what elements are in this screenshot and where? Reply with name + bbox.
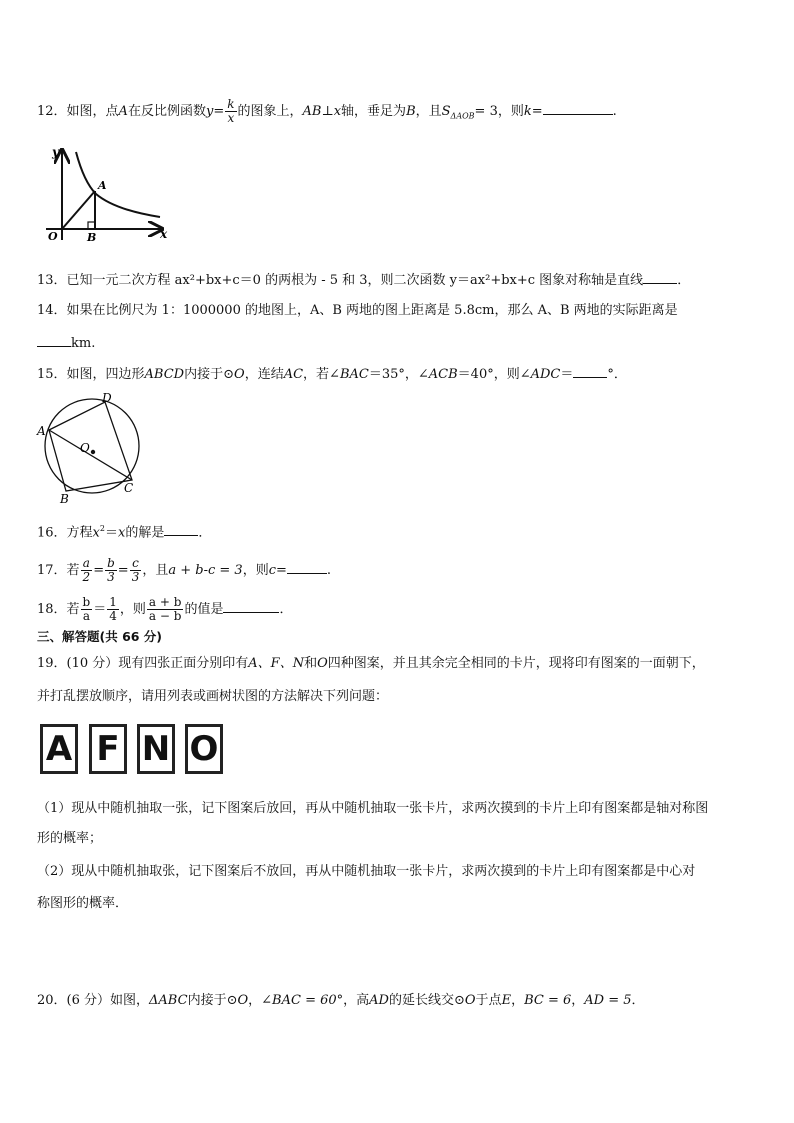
- q20-o2: O: [464, 993, 476, 1008]
- q12-xaxis: x: [333, 104, 342, 119]
- q12-text-1: 在反比例函数: [127, 104, 206, 119]
- q18-frac-ba-den: a: [82, 609, 90, 623]
- q17-expr: a + b-c = 3: [168, 563, 243, 578]
- q18-frac-expr-num: a + b: [148, 595, 182, 609]
- question-20: [37, 992, 645, 1010]
- q17-answer-blank: [287, 561, 327, 574]
- q17-frac-b-den: 3: [107, 570, 115, 584]
- q18-frac-quarter: [107, 596, 119, 623]
- fig12-hyperbola: [76, 152, 160, 217]
- q18-frac-quarter-num: 1: [109, 595, 117, 609]
- q12-prefix: 12．如图，点: [37, 104, 119, 119]
- q17-frac-a-num: a: [81, 557, 93, 571]
- q15-ac: AC: [283, 367, 304, 382]
- q18-p3: 的值是: [184, 602, 224, 617]
- question-19-sub1-line-1: （1）现从中随机抽取一张，记下图案后放回，再从中随机抽取一张卡片，求两次摸到的卡片上印有图案都是轴对称图: [37, 801, 709, 816]
- q17-end: .: [326, 563, 332, 578]
- q12-eq: =: [213, 104, 225, 119]
- q18-p2: ，则: [119, 602, 146, 617]
- q19-letters: A、F、N: [248, 656, 305, 671]
- q19-o: O: [317, 656, 328, 671]
- q16-answer-blank: [164, 523, 198, 536]
- q15-bac: BAC: [339, 367, 369, 382]
- question-15: [37, 365, 627, 384]
- q20-p2: 内接于⊙: [187, 993, 238, 1008]
- fig15-label-o: O: [80, 441, 90, 455]
- q19-line1b: 和: [304, 656, 318, 671]
- question-19-sub1-line-2: 形的概率；: [37, 831, 103, 846]
- q20-ad2: AD = 5: [584, 993, 632, 1008]
- q17-frac-b-num: b: [107, 556, 115, 570]
- q15-acb: ACB: [428, 367, 458, 382]
- question-19-line-2: 并打乱摆放顺序，请用列表或画树状图的方法解决下列问题：: [37, 689, 389, 704]
- q15-abcd: ABCD: [144, 367, 185, 382]
- fig12-label-a: A: [98, 179, 107, 192]
- q17-eq-2: =: [117, 563, 129, 578]
- q18-frac-ba: [81, 596, 93, 623]
- q18-frac-expr: [147, 596, 184, 623]
- q20-p1: 20．(6 分）如图，: [37, 993, 150, 1008]
- fig15-center-dot: [91, 450, 95, 454]
- q13-answer-blank: [643, 271, 677, 284]
- q15-adc: ADC: [530, 367, 561, 382]
- q20-e: E: [501, 993, 512, 1008]
- q15-p6: ＝40°，则∠: [457, 367, 531, 382]
- q16-x2: x: [118, 525, 126, 541]
- q12-frac-den: x: [227, 111, 235, 125]
- q15-end: °．: [607, 367, 627, 382]
- q12-text-5: ，则: [497, 104, 524, 119]
- fig15-label-a: A: [37, 424, 46, 438]
- q20-end: ．: [631, 993, 645, 1008]
- q15-p3: ，连结: [244, 367, 284, 382]
- q12-frac-num: k: [227, 97, 235, 111]
- question-14-cont: [37, 334, 95, 353]
- q20-p5: 的延长线交⊙: [388, 993, 465, 1008]
- q16-p3: 的解是: [125, 525, 165, 541]
- q13-end: ．: [677, 273, 691, 288]
- q17-p3: ，则: [242, 563, 269, 578]
- q15-p1: 15．如图，四边形: [37, 367, 145, 382]
- question-18: [37, 596, 292, 623]
- section-3-heading: 三、解答题(共 66 分): [37, 629, 163, 644]
- figure-15-circle: [36, 390, 146, 505]
- question-16: [37, 520, 211, 542]
- q12-perp: ⊥: [321, 104, 334, 119]
- q12-text-6: =: [531, 104, 543, 119]
- q17-frac-c-den: 3: [131, 570, 140, 584]
- q12-text-4: ，且: [415, 104, 442, 119]
- q15-p5: ＝35°，∠: [368, 367, 429, 382]
- q17-frac-b: [105, 557, 117, 584]
- fig15-circle: [45, 399, 139, 493]
- fig12-label-y: y: [52, 145, 59, 159]
- q20-ad: AD: [369, 993, 389, 1008]
- q15-p2: 内接于⊙: [184, 367, 235, 382]
- question-12: [37, 98, 617, 126]
- question-14: [37, 302, 678, 320]
- card-o: O: [185, 724, 223, 774]
- q17-c: c: [268, 563, 276, 578]
- q14-answer-blank: [37, 334, 71, 347]
- q18-frac-ba-num: b: [82, 595, 91, 609]
- q20-p6: 于点: [475, 993, 502, 1008]
- q20-abc: ΔABC: [149, 993, 188, 1008]
- q17-frac-c-num: c: [130, 557, 142, 571]
- q19-line1a: 19．(10 分）现有四张正面分别印有: [37, 656, 249, 671]
- fig15-label-b: B: [60, 492, 69, 505]
- q17-eq-1: =: [93, 563, 105, 578]
- q16-p2: ＝: [104, 525, 118, 541]
- q12-point-a: A: [118, 104, 128, 119]
- fig12-label-b: B: [87, 231, 97, 244]
- q12-fraction: [225, 98, 236, 125]
- q20-o: O: [237, 993, 249, 1008]
- figure-12-graph: [40, 142, 175, 247]
- question-19-sub2-line-1: （2）现从中随机抽取张，记下图案后不放回，再从中随机抽取一张卡片，求两次摸到的卡片上印有图案都是中心对: [37, 864, 696, 879]
- q18-frac-quarter-den: 4: [109, 609, 117, 623]
- fig12-label-o: O: [48, 230, 58, 243]
- q16-p1: 16．方程: [37, 525, 93, 541]
- q18-frac-expr-den: a − b: [148, 609, 182, 623]
- q12-s: S: [441, 104, 451, 119]
- q18-eq: ＝: [93, 602, 107, 617]
- fig15-label-d: D: [102, 391, 112, 405]
- q12-ab: AB: [302, 104, 322, 119]
- q18-p1: 18．若: [37, 602, 80, 617]
- q17-p4: =: [275, 563, 287, 578]
- q15-p4: ，若∠: [303, 367, 340, 382]
- q12-k: k: [523, 104, 532, 119]
- q15-p7: ＝: [560, 367, 574, 382]
- q17-frac-a: [81, 557, 93, 584]
- q20-p7: ，: [511, 993, 525, 1008]
- q14-unit: km.: [71, 336, 96, 351]
- q15-answer-blank: [573, 365, 607, 378]
- q20-p4: ，高: [343, 993, 370, 1008]
- question-13: [37, 271, 690, 290]
- q16-sup: 2: [99, 524, 105, 533]
- q19-line1c: 四种图案，并且其余完全相同的卡片，现将印有图案的一面朝下，: [327, 656, 705, 671]
- q13-text: 13．已知一元二次方程 ax²+bx+c＝0 的两根为 - 5 和 3，则二次函数 y＝ax²+bx+c 图象对称轴是直线: [37, 273, 644, 288]
- question-19-line-1: [37, 655, 705, 673]
- q12-text-3: 轴，垂足为: [341, 104, 407, 119]
- q17-p2: ，且: [142, 563, 169, 578]
- q12-answer-blank: [543, 102, 613, 115]
- fig12-label-x: x: [160, 227, 168, 241]
- q16-end: ．: [198, 525, 212, 541]
- q12-text-2: 的图象上，: [237, 104, 303, 119]
- q12-end: .: [612, 104, 617, 119]
- fig15-label-c: C: [124, 481, 134, 495]
- q12-val: = 3: [474, 104, 498, 119]
- q17-frac-a-den: 2: [82, 570, 91, 584]
- question-17: [37, 557, 331, 584]
- q18-answer-blank: [223, 600, 279, 613]
- q18-end: ．: [279, 602, 293, 617]
- q20-p3: ，: [248, 993, 262, 1008]
- question-19-sub2-line-2: 称图形的概率．: [37, 896, 129, 911]
- q16-x: x: [92, 525, 100, 541]
- q12-point-b: B: [406, 104, 416, 119]
- q12-s-sub: ΔAOB: [450, 111, 475, 121]
- q17-frac-c: [130, 557, 142, 584]
- q17-p1: 17．若: [37, 563, 80, 578]
- q14-text: 14．如果在比例尺为 1：1000000 的地图上，A、B 两地的图上距离是 5.8cm，那么 A、B 两地的实际距离是: [37, 303, 678, 318]
- q15-o: O: [234, 367, 245, 382]
- fig15-quadrilateral: [49, 402, 132, 491]
- card-a: A: [40, 724, 78, 774]
- fig12-segment-oa: [62, 191, 95, 229]
- q12-y: y: [205, 104, 214, 119]
- q20-bc: BC = 6: [524, 993, 572, 1008]
- fig12-right-angle: [88, 222, 95, 229]
- card-f: F: [89, 724, 127, 774]
- card-n: N: [137, 724, 175, 774]
- q20-angle: ∠BAC = 60°: [261, 993, 344, 1008]
- q20-p8: ，: [571, 993, 585, 1008]
